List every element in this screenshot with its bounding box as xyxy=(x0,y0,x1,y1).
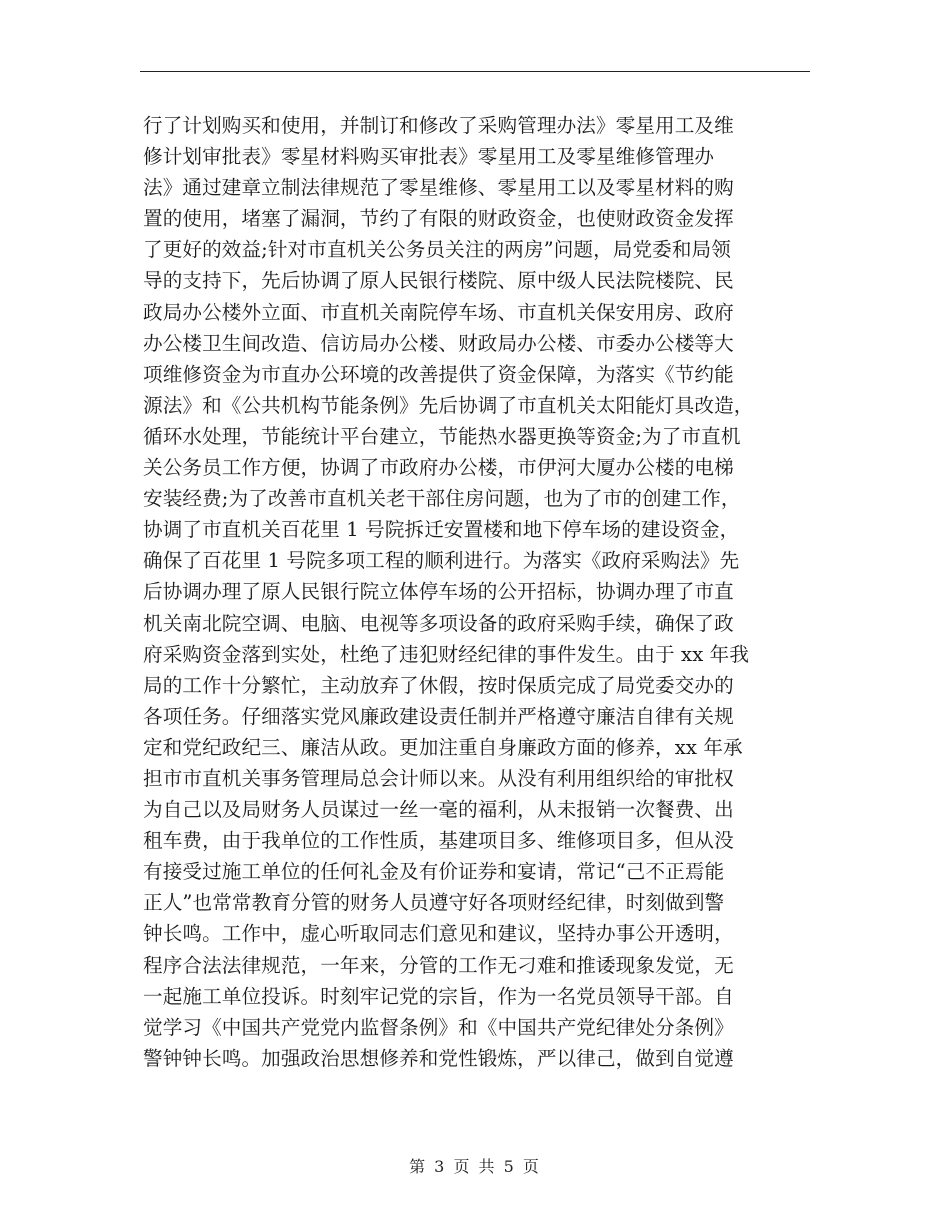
text-line: 安装经费;为了改善市直机关老干部住房问题，也为了市的创建工作， xyxy=(143,487,741,511)
text-line: 循环水处理，节能统计平台建立，节能热水器更换等资金;为了市直机 xyxy=(143,424,741,448)
header-rule xyxy=(140,71,810,72)
text-line: 法》通过建章立制法律规范了零星维修、零星用工以及零星材料的购 xyxy=(143,176,734,200)
text-line: 导的支持下，先后协调了原人民银行楼院、原中级人民法院楼院、民 xyxy=(143,269,734,293)
text-line: 钟长鸣。工作中，虚心听取同志们意见和建议，坚持办事公开透明， xyxy=(143,922,734,946)
text-line: 定和党纪政纪三、廉洁从政。更加注重自身廉政方面的修养，xx 年承 xyxy=(143,735,743,759)
text-line: 后协调办理了原人民银行院立体停车场的公开招标，协调办理了市直 xyxy=(143,580,734,604)
text-line: 政局办公楼外立面、市直机关南院停车场、市直机关保安用房、政府 xyxy=(143,300,734,324)
text-line: 协调了市直机关百花里 1 号院拆迁安置楼和地下停车场的建设资金， xyxy=(143,518,740,542)
text-line: 一起施工单位投诉。时刻牢记党的宗旨，作为一名党员领导干部。自 xyxy=(143,984,734,1008)
text-line: 修计划审批表》零星材料购买审批表》零星用工及零星维修管理办 xyxy=(143,145,715,169)
body-paragraph xyxy=(143,110,823,1074)
text-line: 机关南北院空调、电脑、电视等多项设备的政府采购手续，确保了政 xyxy=(143,611,734,635)
text-line: 确保了百花里 1 号院多项工程的顺利进行。为落实《政府采购法》先 xyxy=(143,549,740,573)
text-line: 置的使用，堵塞了漏洞，节约了有限的财政资金，也使财政资金发挥 xyxy=(143,207,734,231)
text-line: 了更好的效益;针对市直机关公务员关注的两房”问题，局党委和局领 xyxy=(143,238,731,262)
page-number-footer: 第 3 页 共 5 页 xyxy=(409,1157,541,1176)
text-line: 觉学习《中国共产党党内监督条例》和《中国共产党纪律处分条例》 xyxy=(143,1015,734,1039)
text-line: 项维修资金为市直办公环境的改善提供了资金保障，为落实《节约能 xyxy=(143,362,734,386)
text-line: 担市市直机关事务管理局总会计师以来。从没有利用组织给的审批权 xyxy=(143,766,734,790)
text-line: 程序合法法律规范，一年来，分管的工作无刁难和推诿现象发觉，无 xyxy=(143,953,734,977)
text-line: 警钟钟长鸣。加强政治思想修养和党性锻炼，严以律己，做到自觉遵 xyxy=(143,1046,734,1070)
text-line: 行了计划购买和使用，并制订和修改了采购管理办法》零星用工及维 xyxy=(143,114,734,137)
text-line: 局的工作十分繁忙，主动放弃了休假，按时保质完成了局党委交办的 xyxy=(143,673,734,697)
text-line: 办公楼卫生间改造、信访局办公楼、财政局办公楼、市委办公楼等大 xyxy=(143,331,734,355)
text-line: 关公务员工作方便，协调了市政府办公楼，市伊河大厦办公楼的电梯 xyxy=(143,456,734,480)
text-line: 租车费，由于我单位的工作性质，基建项目多、维修项目多，但从没 xyxy=(143,829,734,853)
text-line: 各项任务。仔细落实党风廉政建设责任制并严格遵守廉洁自律有关规 xyxy=(143,704,734,728)
text-line: 源法》和《公共机构节能条例》先后协调了市直机关太阳能灯具改造， xyxy=(143,393,754,417)
text-line: 为自己以及局财务人员谋过一丝一毫的福利，从未报销一次餐费、出 xyxy=(143,798,734,822)
text-line: 有接受过施工单位的任何礼金及有价证券和宴请，常记“己不正焉能 xyxy=(143,860,725,884)
text-line: 正人”也常常教育分管的财务人员遵守好各项财经纪律，时刻做到警 xyxy=(143,891,725,915)
text-line: 府采购资金落到实处，杜绝了违犯财经纪律的事件发生。由于 xx 年我 xyxy=(143,642,750,666)
